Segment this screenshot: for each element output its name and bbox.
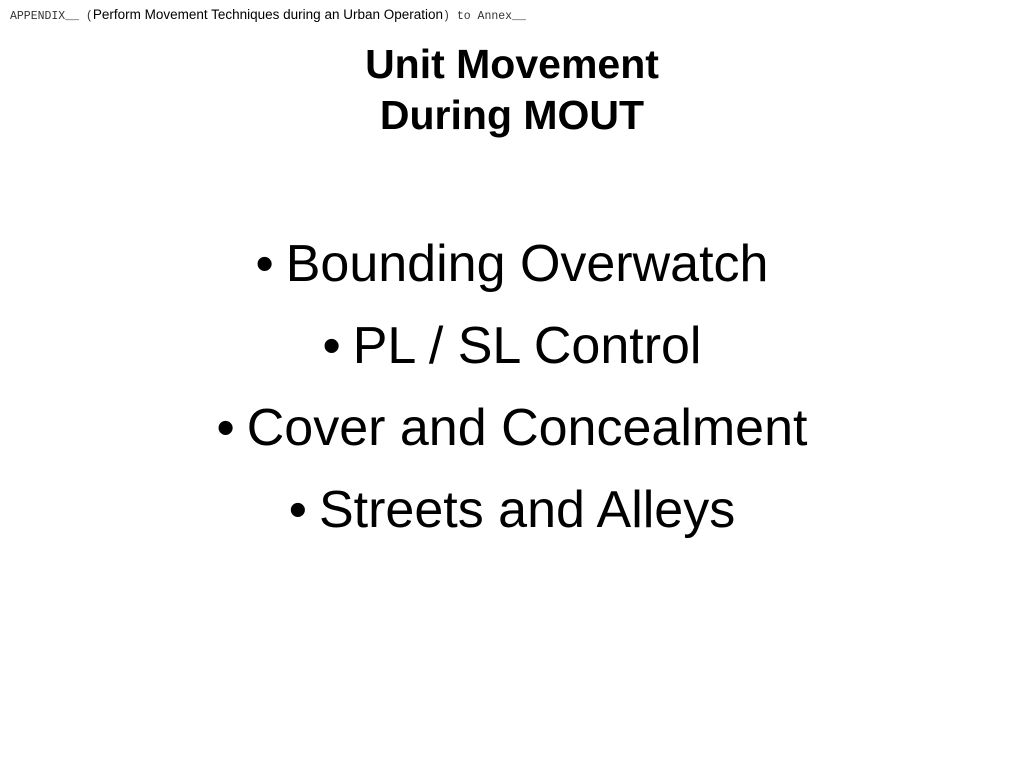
bullet-item: [0, 392, 1024, 474]
bullet-symbol: •: [216, 399, 235, 457]
bullet-item: [0, 228, 1024, 310]
header-prefix: APPENDIX__ (: [10, 10, 93, 23]
header-suffix: ) to Annex__: [443, 10, 526, 23]
bullet-list: [0, 228, 1024, 556]
title-line-2: During MOUT: [379, 92, 645, 138]
slide-header: [10, 7, 526, 25]
bullet-text: Streets and Alleys: [318, 481, 736, 539]
bullet-symbol: •: [255, 235, 274, 293]
bullet-text: PL / SL Control: [352, 317, 702, 375]
bullet-item: [0, 474, 1024, 556]
title-line-1: Unit Movement: [365, 41, 659, 87]
bullet-item: [0, 310, 1024, 392]
bullet-symbol: •: [322, 317, 341, 375]
bullet-text: Cover and Concealment: [246, 399, 808, 457]
bullet-symbol: •: [288, 481, 307, 539]
slide-title: [0, 39, 1024, 141]
header-subject: Perform Movement Techniques during an Urban Operation: [92, 7, 444, 22]
bullet-text: Bounding Overwatch: [285, 235, 769, 293]
